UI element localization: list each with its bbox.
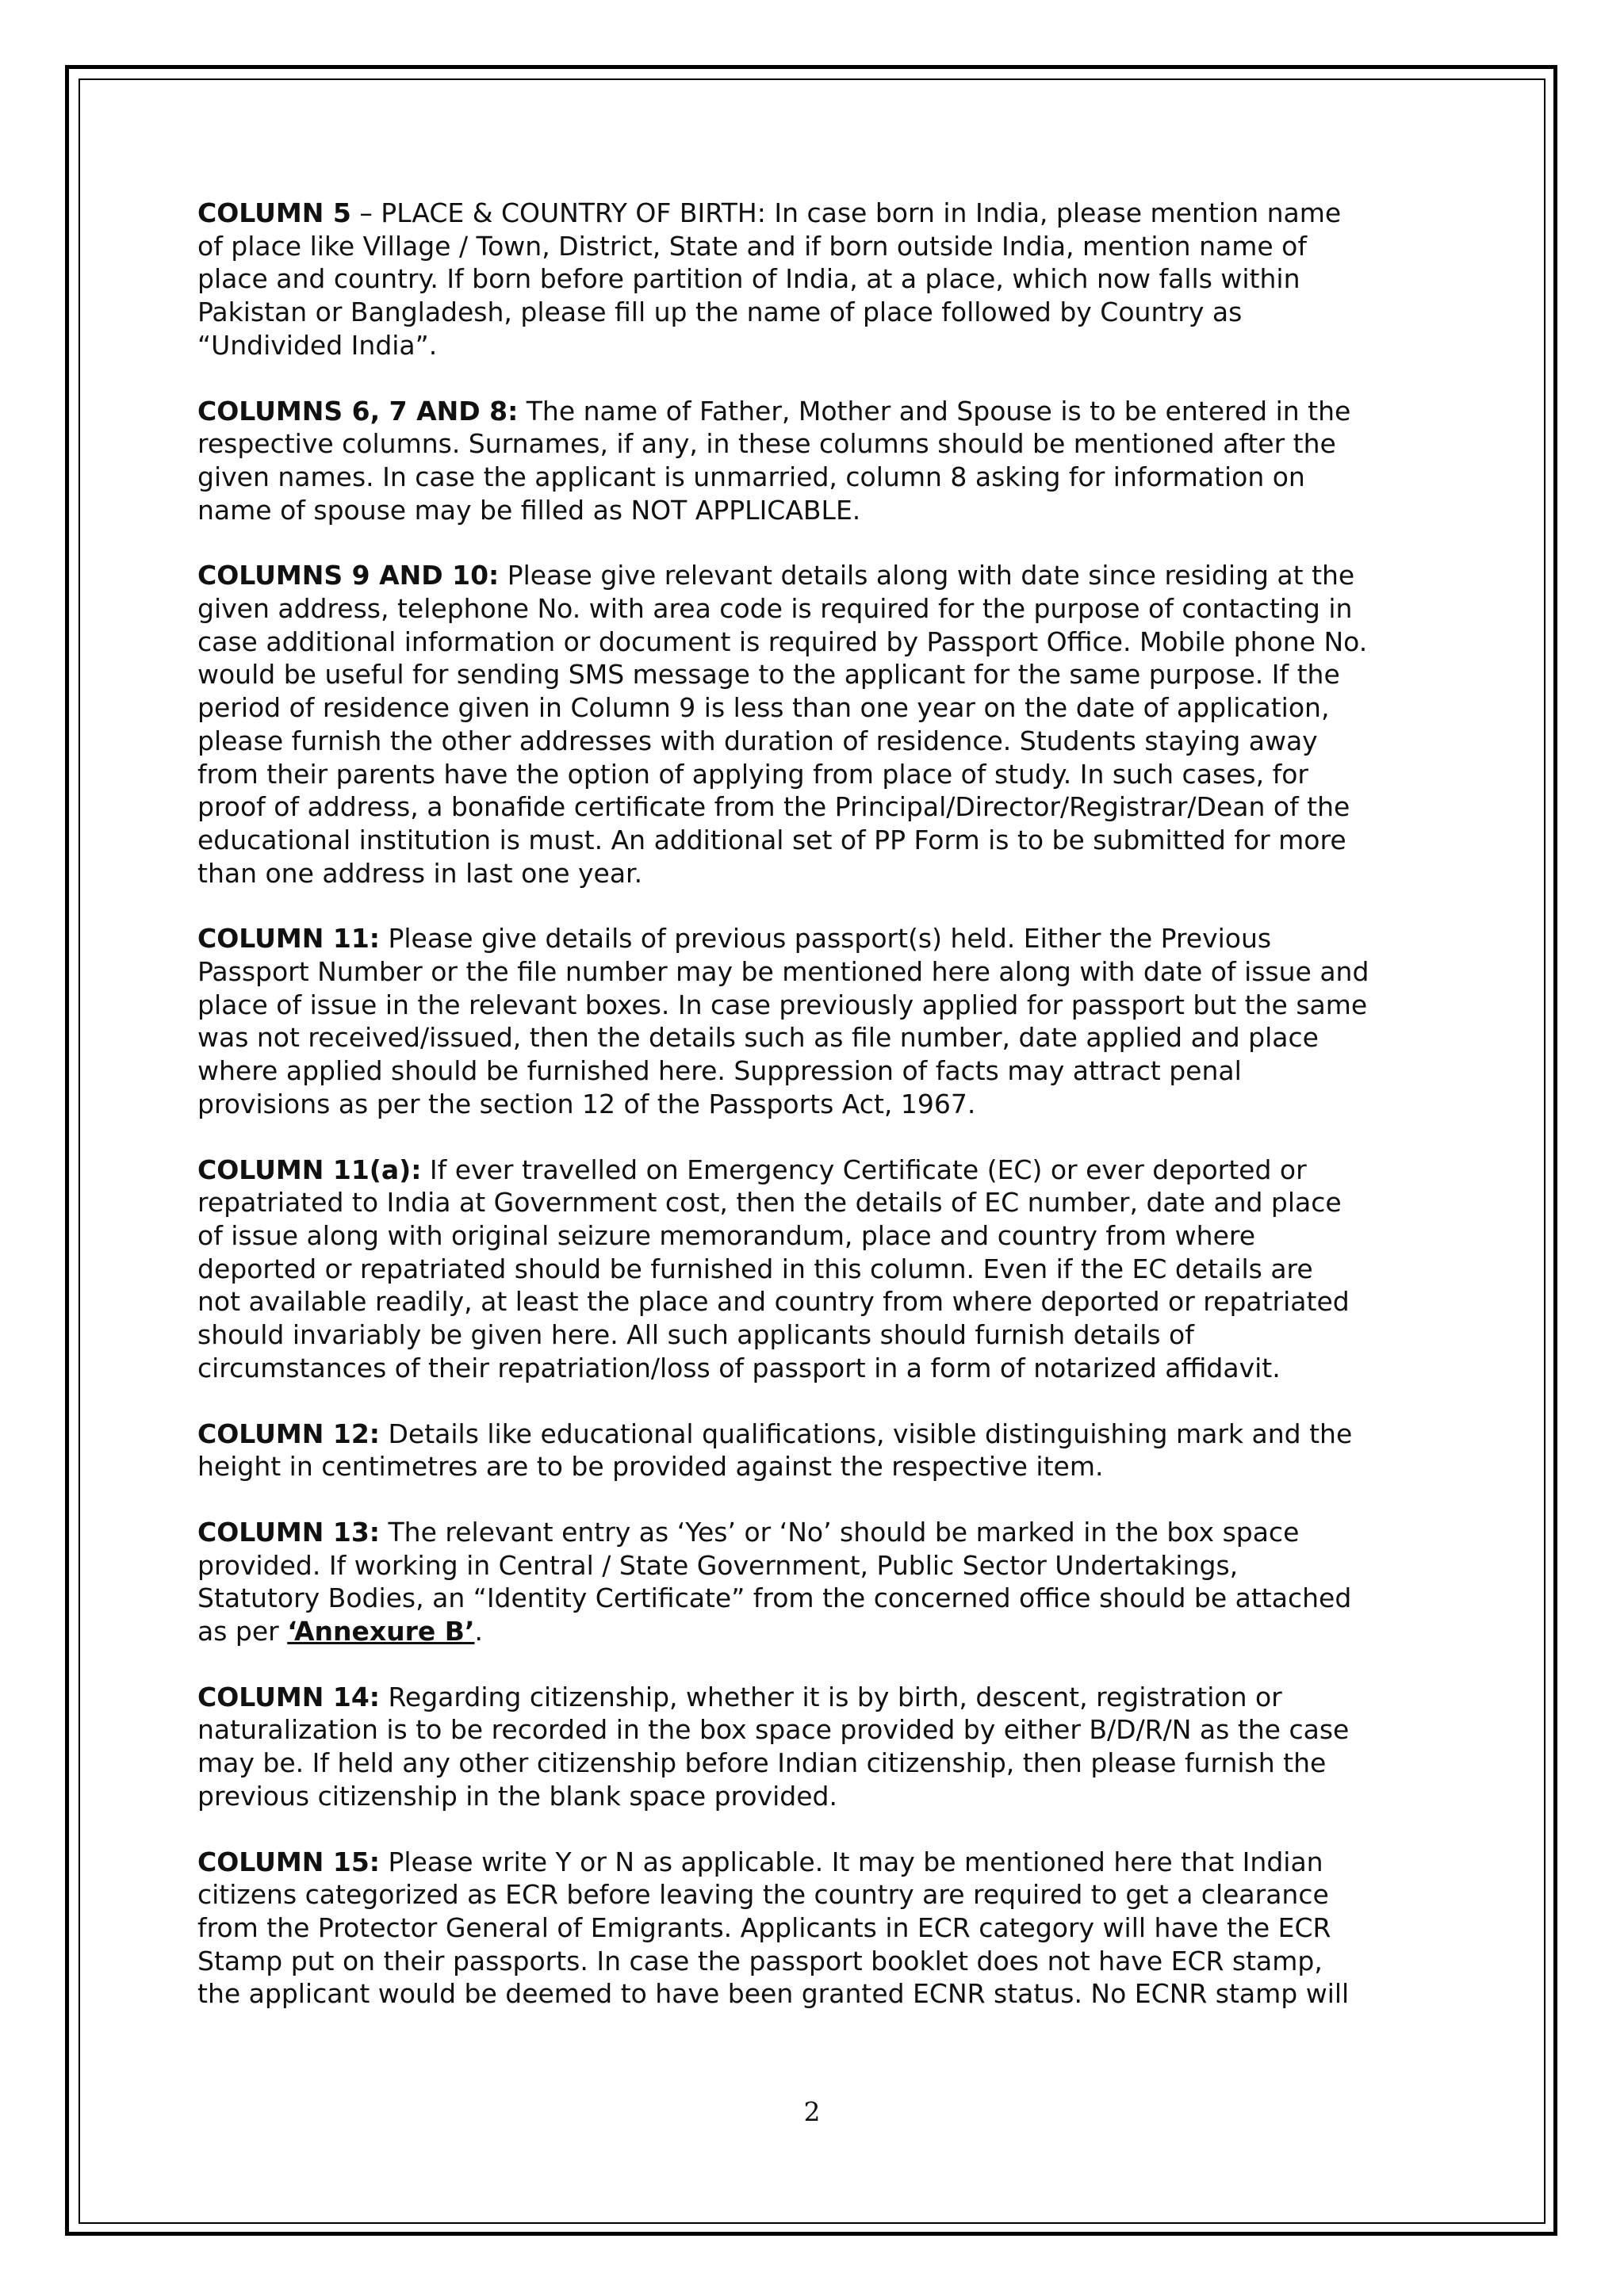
paragraph-text: – PLACE & COUNTRY OF BIRTH: In case born in India, please mention name of place like Village / Town, District, State and if born outside India, mention name of place and country. If born before partition of India, at a place, which now falls within Pakistan or Bangladesh, please fill up the name of place followed by Country as “Undivided India”. — [197, 197, 1342, 361]
column-11-paragraph — [197, 922, 1434, 1120]
paragraph-heading: COLUMNS 9 AND 10: — [197, 560, 500, 591]
paragraph-text: Please give relevant details along with date since residing at the given address, telephone No. with area code is required for the purpose of contacting in case additional information or document is required by Passport Office. Mobile phone No. would be useful for sending SMS message to the applicant for the same purpose. If the period of residence given in Column 9 is less than one year on the date of application, please furnish the other addresses with duration of residence. Students staying away from their parents have the option of applying from place of study. In such cases, for proof of address, a bonafide certificate from the Principal/Director/Registrar/Dean of the educational institution is must. An additional set of PP Form is to be submitted for more than one address in last one year. — [197, 560, 1368, 889]
column-11a-paragraph — [197, 1154, 1434, 1385]
page-number: 2 — [803, 2096, 821, 2127]
paragraph-text: Please give details of previous passport(s) held. Either the Previous Passport Number or the file number may be mentioned here along with date of issue and place of issue in the relevant boxes. In case previously applied for passport but the same was not received/issued, then the details such as file number, date applied and place where applied should be furnished here. Suppression of facts may attract penal provisions as per the section 12 of the Passports Act, 1967. — [197, 923, 1369, 1119]
paragraph-heading: COLUMN 11(a): — [197, 1154, 422, 1185]
paragraph-heading: COLUMN 14: — [197, 1681, 380, 1712]
paragraph-text: Details like educational qualifications, visible distinguishing mark and the height in centimetres are to be provided against the respective item. — [197, 1418, 1353, 1483]
columns-6-7-8-paragraph — [197, 395, 1434, 527]
column-12-paragraph — [197, 1418, 1434, 1483]
paragraph-text: The name of Father, Mother and Spouse is to be entered in the respective columns. Surnames, if any, in these columns should be mentioned after the given names. In case the applicant is unmarried, column 8 asking for information on name of spouse may be filled as NOT APPLICABLE. — [197, 395, 1351, 526]
paragraph-heading: COLUMN 11: — [197, 923, 380, 955]
paragraph-heading: COLUMN 5 — [197, 197, 351, 228]
paragraph-heading: COLUMN 15: — [197, 1846, 380, 1877]
paragraph-text: The relevant entry as ‘Yes’ or ‘No’ should be marked in the box space provided. If working in Central / State Government, Public Sector Undertakings, Statutory Bodies, an “Identity Certificate” from the concerned office should be attached as per — [197, 1516, 1352, 1647]
paragraph-tail: . — [474, 1616, 483, 1647]
paragraph-heading: COLUMN 13: — [197, 1516, 380, 1548]
column-15-paragraph — [197, 1846, 1434, 2011]
column-5-paragraph — [197, 197, 1434, 362]
column-13-paragraph — [197, 1516, 1434, 1648]
columns-9-10-paragraph — [197, 559, 1434, 890]
annexure-b-link[interactable]: ‘Annexure B’ — [287, 1616, 475, 1647]
document-body — [197, 197, 1434, 2043]
paragraph-text: Please write Y or N as applicable. It may be mentioned here that Indian citizens categorized as ECR before leaving the country are required to get a clearance from the Protector General of Emigrants. Applicants in ECR category will have the ECR Stamp put on their passports. In case the passport booklet does not have ECR stamp, the applicant would be deemed to have been granted ECNR status. No ECNR stamp will — [197, 1846, 1350, 2010]
paragraph-text: Regarding citizenship, whether it is by birth, descent, registration or naturalization is to be recorded in the box space provided by either B/D/R/N as the case may be. If held any other citizenship before Indian citizenship, then please furnish the previous citizenship in the blank space provided. — [197, 1681, 1350, 1812]
paragraph-heading: COLUMNS 6, 7 AND 8: — [197, 395, 519, 427]
paragraph-text: If ever travelled on Emergency Certificate (EC) or ever deported or repatriated to India at Government cost, then the details of EC number, date and place of issue along with original seizure memorandum, place and country from where deported or repatriated should be furnished in this column. Even if the EC details are not available readily, at least the place and country from where deported or repatriated should invariably be given here. All such applicants should furnish details of circumstances of their repatriation/loss of passport in a form of notarized affidavit. — [197, 1154, 1350, 1383]
column-14-paragraph — [197, 1681, 1434, 1813]
paragraph-heading: COLUMN 12: — [197, 1418, 380, 1449]
